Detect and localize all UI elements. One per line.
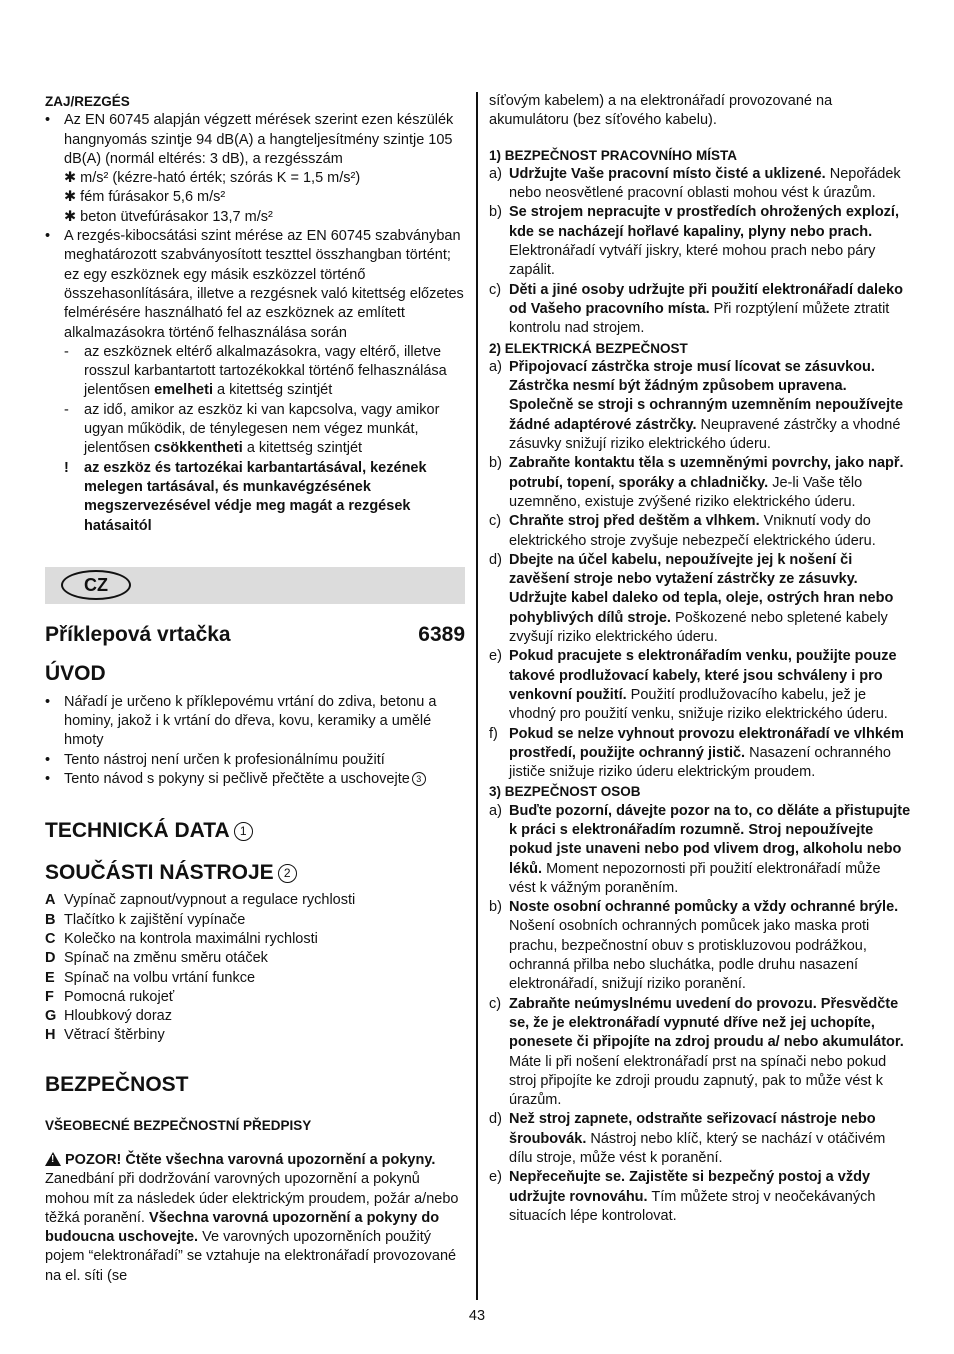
part-key: E: [45, 969, 55, 986]
column-divider: [476, 92, 478, 1300]
safety-item: [489, 203, 911, 280]
page-number: 43: [468, 1308, 486, 1324]
noise-dash-1-text: az eszköznek eltérő alkalmazásokra, vagy eltérő, illetve rosszul karbantartott tartozékokkal történő felhasználása jelentősen: [84, 343, 447, 399]
item-marker: f): [489, 725, 498, 742]
continued-text: síťovým kabelem) a na elektronářadí provozované na akumulátoru (bez síťového kabelu).: [489, 93, 833, 129]
part-label: Pomocná rukojeť: [64, 988, 175, 1005]
noise-dash-2-bold: csökkentheti: [154, 440, 243, 457]
item-marker: b): [489, 204, 502, 221]
part-label: Vypínač zapnout/vypnout a regulace rychlosti: [64, 892, 356, 909]
part-key: G: [45, 1008, 57, 1025]
section-heading: 1) BEZPEČNOST PRACOVNÍHO MÍSTA: [489, 147, 738, 163]
figure-ref: 2: [278, 864, 297, 883]
item-bold-text: Než stroj zapnete, odstraňte seřizovací nástroje nebo šroubovák.: [509, 1111, 876, 1147]
intro-item-text: Nářadí je určeno k příklepovému vrtání do zdiva, betonu a hominy, jakož i k vrtání do dřeva, kovu, keramiky a umělé hmoty: [64, 693, 437, 749]
part-item: [45, 930, 465, 949]
tech-data-heading: [45, 818, 465, 844]
bullet-mark: •: [45, 771, 51, 788]
language-band: [45, 567, 465, 604]
item-bold-text: Udržujte Vaše pracovní místo čisté a uklizené.: [509, 165, 826, 182]
noise-dash-1-bold: emelheti: [154, 382, 213, 399]
noise-dash-1: [45, 343, 465, 401]
item-text: Nošení osobních ochranných pomůcek jako maska proti prachu, bezpečnostní obuv s protiskluzovou podrážkou, ochranná přilba nebo sluchátka, podle druhu nasazení elektronářadí, snižují riziko poranění.: [509, 918, 870, 993]
left-column: [45, 92, 465, 1286]
item-bold-text: Noste osobní ochranné pomůcky a vždy ochranné brýle.: [509, 899, 899, 916]
safety-item: [489, 725, 911, 783]
part-item: [45, 1026, 465, 1045]
part-label: Spínač na změnu směru otáček: [64, 950, 268, 967]
item-text: Neupravené zástrčky a vhodné zásuvky snižují riziko elektrického úderu.: [509, 416, 901, 453]
product-title-line: [45, 622, 465, 648]
item-text: Vniknutí vody do elektrického stroje zvyšuje nebezpečí elektrického úderu.: [509, 513, 876, 549]
item-marker: b): [489, 899, 502, 916]
pozor-bold-2: Všechna varovná upozornění a pokyny do budoucna uschovejte.: [45, 1209, 440, 1246]
exclamation-mark: !: [64, 459, 69, 476]
intro-item-text: Tento návod s pokyny si pečlivě přečtěte a uschovejte: [64, 771, 410, 788]
bullet-mark: •: [45, 693, 51, 710]
intro-item-text: Tento nástroj není určen k profesionálnímu použití: [64, 751, 385, 768]
part-item: [45, 1007, 465, 1026]
part-key: A: [45, 892, 56, 909]
item-marker: d): [489, 551, 502, 568]
general-safety-heading: VŠEOBECNÉ BEZPEČNOSTNÍ PŘEDPISY: [45, 1117, 312, 1133]
intro-item: [45, 693, 465, 751]
parts-heading: [45, 860, 465, 886]
part-item: [45, 969, 465, 988]
part-key: H: [45, 1027, 56, 1044]
part-item: [45, 911, 465, 930]
item-marker: c): [489, 281, 502, 298]
noise-star-3: ✱ beton ütvefúrásakor 13,7 m/s²: [64, 208, 273, 225]
item-bold-text: Nepřeceňujte se. Zajistěte si bezpečný postoj a vždy udržujte rovnováhu.: [509, 1169, 871, 1205]
item-marker: c): [489, 995, 502, 1012]
item-bold-text: Pokud se nelze vyhnout provozu elektronářadí ve vlhkém prostředí, použijte ochranný jistič.: [509, 725, 904, 761]
noise-bullet-1: [45, 111, 465, 169]
part-key: F: [45, 988, 54, 1005]
parts-list: [45, 891, 465, 1045]
pozor-paragraph: [45, 1151, 465, 1286]
intro-list: [45, 693, 465, 789]
part-key: D: [45, 950, 56, 967]
part-item: [45, 891, 465, 910]
item-marker: b): [489, 455, 502, 472]
noise-warning: [45, 459, 465, 536]
item-text: Nepořádek nebo neosvětlené pracovní oblasti mohou vést k úrazům.: [509, 165, 901, 202]
item-marker: a): [489, 802, 502, 819]
part-label: Větrací štěrbiny: [64, 1027, 165, 1044]
item-text: Při rozptýlení můžete ztratit kontrolu nad strojem.: [509, 300, 890, 337]
noise-dash-2: [45, 401, 465, 459]
item-marker: e): [489, 648, 502, 665]
part-label: Spínač na volbu vrtání funkce: [64, 969, 256, 986]
safety-item: [489, 512, 911, 551]
part-item: [45, 988, 465, 1007]
figure-ref: 3: [412, 772, 426, 786]
safety-item: [489, 995, 911, 1111]
dash-mark: -: [64, 401, 69, 418]
language-badge: CZ: [61, 570, 131, 600]
noise-bullet-2: [45, 227, 465, 343]
intro-item: [45, 751, 465, 770]
noise-star-2: ✱ fém fúrásakor 5,6 m/s²: [64, 189, 226, 206]
pozor-bold-1: POZOR! Čtěte všechna varovná upozornění a pokyny.: [65, 1151, 436, 1168]
part-key: C: [45, 930, 56, 947]
product-code: 6389: [418, 622, 465, 646]
pozor-text-2: Ve varovných upozorněních použitý pojem “elektronářadí” se vztahuje na elektronářadí provozované na el. síti (se: [45, 1229, 457, 1284]
noise-star-1: ✱ m/s² (kézre-ható érték; szórás K = 1,5 m/s²): [64, 170, 361, 187]
part-item: [45, 949, 465, 968]
pozor-text-1: Zanedbání při dodržování varovných upozornění a pokynů mohou mít za následek úder elektrickým proudem, požár a/nebo těžká poranění.: [45, 1171, 459, 1226]
item-marker: d): [489, 1111, 502, 1128]
item-text: Moment nepozornosti při použití elektronářadí může vést k vážným poraněním.: [509, 860, 881, 896]
parts-heading-text: SOUČÁSTI NÁSTROJE: [45, 861, 274, 885]
safety-heading: BEZPEČNOST: [45, 1072, 189, 1096]
safety-item: [489, 551, 911, 647]
intro-heading: ÚVOD: [45, 661, 106, 685]
figure-ref: 1: [234, 822, 253, 841]
safety-item: [489, 454, 911, 512]
item-text: Elektronářadí vytváří jiskry, které mohou prach nebo páry zapálit.: [509, 243, 876, 279]
item-bold-text: Připojovací zástrčka stroje musí lícovat se zásuvkou. Zástrčka nesmí být žádným způsobem upravena. Společně se stroji s ochranným uzemněním nepoužívejte žádné adaptérové zástrčky.: [509, 358, 904, 433]
item-text: Nástroj nebo klíč, který se nachází v otáčivém dílu stroje, může vést k poranění.: [509, 1130, 886, 1167]
warning-triangle-icon: [45, 1152, 61, 1166]
item-bold-text: Pokud pracujete s elektronářadím venku, použijte pouze takové prodlužovací kabely, které jsou schváleny i pro venkovní použití.: [509, 648, 897, 703]
safety-item: [489, 281, 911, 339]
item-marker: a): [489, 358, 502, 375]
noise-bullet-2-text: A rezgés-kibocsátási szint mérése az EN 60745 szabványban meghatározott szabványosított teszttel összhangban történt; ez egy eszköznek egy másik eszközzel történő összehasonlítására, illetve a rezgésnek való kitettség előzetes felmérésére használható fel az eszköznek az említett alkalmazásokra történő felhasználása során: [64, 228, 464, 341]
safety-item: [489, 1110, 911, 1168]
part-label: Kolečko na kontrola maximálni rychlosti: [64, 930, 318, 947]
safety-item: [489, 898, 911, 994]
item-text: Tím můžete stroj v neočekávaných situacích lépe kontrolovat.: [509, 1188, 876, 1224]
item-text: Je-li Vaše tělo uzemněno, existuje zvýšené riziko elektrického úderu.: [509, 474, 863, 510]
tech-data-heading-text: TECHNICKÁ DATA: [45, 819, 230, 843]
safety-item: [489, 647, 911, 724]
noise-dash-1-end: a kitettség szintjét: [212, 382, 333, 399]
item-bold-text: Děti a jiné osoby udržujte při použití elektronářadí daleko od Vašeho pracovního místa.: [509, 281, 903, 317]
safety-item: [489, 165, 911, 204]
item-text: Poškozené nebo spletené kabely zvyšují riziko elektrického úderu.: [509, 609, 888, 646]
safety-item: [489, 1168, 911, 1226]
part-label: Tlačítko k zajištění vypínače: [64, 911, 246, 928]
noise-warning-text: az eszköz és tartozékai karbantartásával, kezének melegen tartásával, és munkavégzésének megszervezésével védje meg magát a rezgések hatásaitól: [84, 459, 427, 534]
section-heading: 3) BEZPEČNOST OSOB: [489, 784, 641, 800]
item-marker: a): [489, 165, 502, 182]
bullet-mark: •: [45, 228, 51, 245]
noise-bullet-1-text: Az EN 60745 alapján végzett mérések szerint ezen készülék hangnyomás szintje 94 dB(A) a hangteljesítmény szintje 105 dB(A) (normál eltérés: 3 dB), a rezgésszám: [64, 112, 454, 167]
item-bold-text: Zabraňte neúmyslnému uvedení do provozu. Přesvědčte se, že je elektronářadí vypnuté dříve než jej uchopíte, ponesete či připojíte na zdroj proudu a/ nebo akumulátor.: [509, 995, 904, 1051]
product-name: Příklepová vrtačka: [45, 622, 231, 646]
item-marker: e): [489, 1169, 502, 1186]
noise-heading: ZAJ/REZGÉS: [45, 94, 130, 109]
intro-item: [45, 770, 465, 789]
safety-item: [489, 358, 911, 454]
part-key: B: [45, 911, 56, 928]
noise-dash-2-end: a kitettség szintjét: [242, 440, 363, 457]
item-bold-text: Buďte pozorní, dávejte pozor na to, co děláte a přistupujte k práci s elektronářadím rozumně. Stroj nepoužívejte pokud jste unaveni nebo pod vlivem drog, alkoholu nebo léků.: [509, 802, 911, 877]
dash-mark: -: [64, 343, 69, 360]
item-text: Nasazení ochranného jističe snižuje riziko úderu elektrickým proudem.: [509, 744, 891, 781]
item-text: Máte li při nošení elektronářadí prst na spínači nebo pokud stroj připojíte ke zdroji proudu zapnutý, pak to může vést k úrazům.: [509, 1053, 887, 1109]
item-text: Použití prodlužovacího kabelu, jež je vhodný pro použití venku, snižuje riziko elektrického úderu.: [509, 686, 888, 723]
item-bold-text: Dbejte na účel kabelu, nepoužívejte jej k nošení či zavěšení stroje nebo vytažení zástrčky ze zásuvky. Udržujte kabel daleko od tepla, oleje, ostrých hran nebo pohyblivých dílů stroje.: [509, 551, 894, 626]
item-bold-text: Se strojem nepracujte v prostředích ohrožených explozí, kde se nacházejí hořlavé kapaliny, plyny nebo prach.: [509, 204, 899, 240]
item-bold-text: Zabraňte kontaktu těla s uzemněnými povrchy, jako např. potrubí, topení, sporáky a chladničky.: [509, 455, 904, 491]
item-marker: c): [489, 513, 502, 530]
item-bold-text: Chraňte stroj před deštěm a vlhkem.: [509, 513, 760, 530]
safety-sections: [489, 146, 911, 1227]
right-column: [489, 92, 911, 1226]
bullet-mark: •: [45, 112, 51, 129]
noise-dash-2-text: az idő, amikor az eszköz ki van kapcsolva, vagy amikor ugyan működik, de ténylegesen nem végez munkát, jelentősen: [84, 401, 440, 457]
part-label: Hloubkový doraz: [64, 1008, 172, 1025]
safety-item: [489, 802, 911, 898]
section-heading: 2) ELEKTRICKÁ BEZPEČNOST: [489, 340, 688, 356]
bullet-mark: •: [45, 751, 51, 768]
